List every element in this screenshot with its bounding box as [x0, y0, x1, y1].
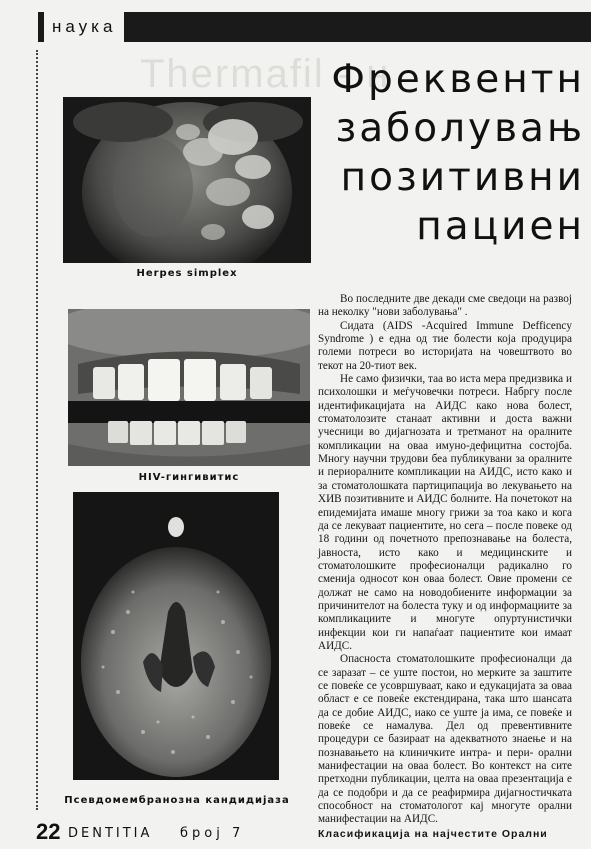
title-line-1: Фреквентн — [331, 57, 585, 102]
title-line-3: позитивни — [340, 155, 585, 200]
hiv-gingivitis-photo — [68, 309, 310, 466]
herpes-simplex-photo — [63, 97, 311, 263]
figure-caption-hiv: HIV-гингивитис — [138, 472, 240, 483]
dotted-margin-rule — [36, 50, 38, 810]
publication-name: DENTITIA — [68, 826, 153, 841]
page-number: 22 — [36, 819, 61, 844]
article-paragraph: Опасноста стоматолошките професионалци да се заразат – се уште постои, но мерките за заштите се повеќе се усовршуваат, како и едукацијата за оваа област е се повеќе екстендирана, така што шансата да се добие АИДС, иако се уште ја има, се повеќе и повеќе се намалува. Дел од превентивните процедури се базираат на адекватното знаење и на познавањето на клиничките интра- и пери- орални манифестации на оваа болест. Во контекст на сите претходни публикации, целта на оваа презентација е да се подобри и да се реафирмира дијагностичката способност на стоматологот кај многуте орални манифестации на АИДС. — [318, 653, 572, 826]
candidiasis-photo — [73, 492, 279, 780]
title-line-2: заболувањ — [335, 106, 585, 151]
article-paragraph: Во последните две декади сме сведоци на развој на неколку "нови заболувања" . — [318, 293, 572, 319]
title-line-4: пациен — [416, 204, 585, 249]
issue-number: број 7 — [180, 826, 245, 841]
article-paragraph: Не само физички, таа во иста мера предизвика и психолошки и меѓучовечки потреси. Набргу после идентификацијата на АИДС како нова болест, стоматолозите станаат активни и доста важни учесници во дијагнозата и третманот на оралните компликации на оваа имуно-дефицитна состојба. Многу научни трудови беа публикувани за оралните и периоралните компликации на АИДС, исто како и за стоматолошката партиципација во лекувањето на ХИВ позитивните и АИДС болните. На почетокот на епидемијата имаше многу грижи за тоа како и кога да се лекуваат пациентите, но сега – после повеке од 18 години од почетното препознавање на болеста, јавноста, исто како и медицинските и стоматолошките професионалци радикално го сменија односот кон оваа болест. Овие промени се должат не само на новодобиените информации за причинителот на болеста туку и од информациите за компликациите и многуте опуртунистички инфекции кои ги напаѓаат пациентите кои имаат АИДС. — [318, 373, 572, 652]
figure-caption-candidiasis: Псевдомембранозна кандидијаза — [64, 795, 290, 806]
section-subheading: Класификација на најчестите Орални — [318, 827, 548, 840]
figure-caption-herpes: Herpes simplex — [136, 268, 238, 279]
article-body — [318, 293, 572, 841]
article-paragraph: Сидата (AIDS -Acquired Immune Defficency Syndrome ) е една од тие болести која продуцира големи потреси во историјата на човештвото во текот на 20-тиот век. — [318, 319, 572, 372]
section-label: наука — [44, 12, 124, 42]
article-title — [265, 55, 585, 251]
show-through-text: Thermafil - н — [140, 52, 391, 96]
